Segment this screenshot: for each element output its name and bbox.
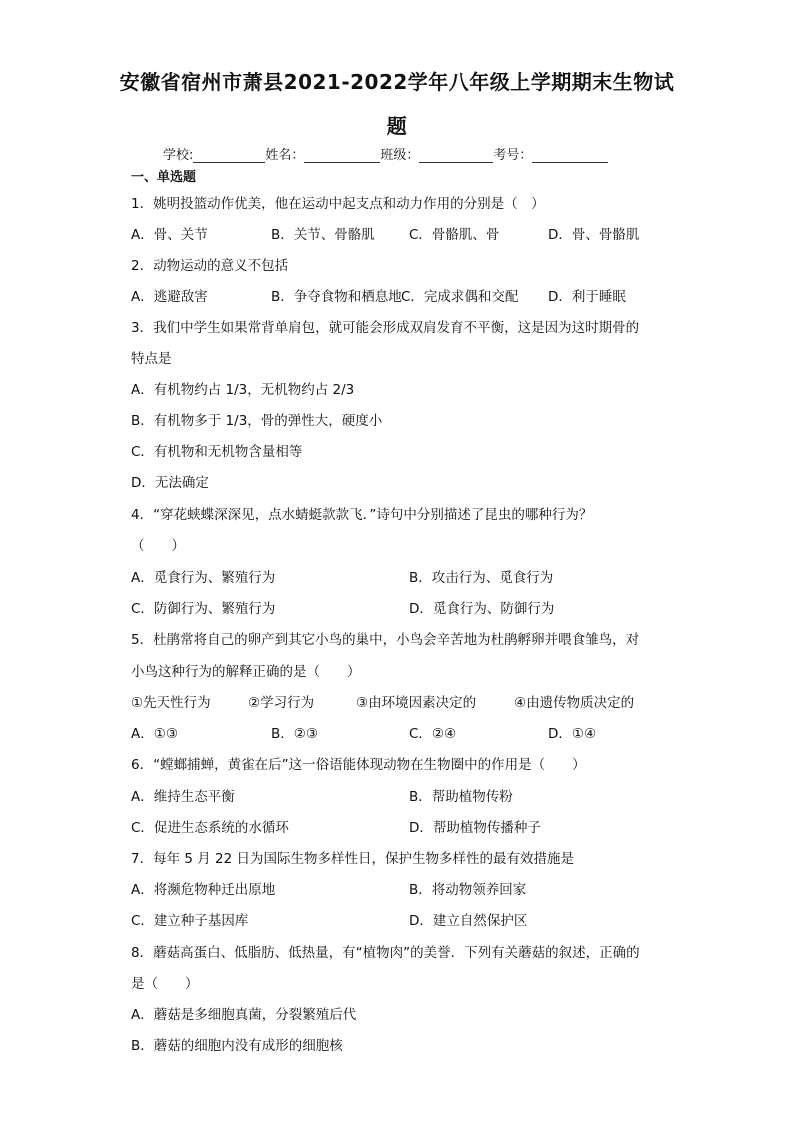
question-3-stem-line1: 3．我们中学生如果常背单肩包，就可能会形成双肩发育不平衡，这是因为这时期骨的 — [131, 320, 640, 336]
class-blank[interactable] — [419, 148, 493, 163]
name-blank[interactable] — [304, 148, 380, 163]
question-4-option-c[interactable]: C．防御行为、繁殖行为 — [131, 601, 276, 617]
question-5-option-a[interactable]: A．①③ — [131, 726, 178, 742]
question-3-option-c[interactable]: C．有机物和无机物含量相等 — [131, 444, 303, 460]
question-7-option-d[interactable]: D．建立自然保护区 — [409, 913, 528, 929]
question-3-stem-line2: 特点是 — [131, 351, 172, 367]
question-5-choice-4: ④由遗传物质决定的 — [514, 695, 635, 711]
question-8-option-a[interactable]: A．蘑菇是多细胞真菌，分裂繁殖后代 — [131, 1007, 357, 1023]
question-7-option-b[interactable]: B．将动物领养回家 — [409, 882, 527, 898]
question-5-stem-line1: 5．杜鹃常将自己的卵产到其它小鸟的巢中，小鸟会辛苦地为杜鹃孵卵并喂食雏鸟，对 — [131, 632, 640, 648]
question-2-option-d[interactable]: D．利于睡眠 — [548, 289, 626, 305]
name-label: 姓名： — [265, 148, 305, 163]
question-4-option-b[interactable]: B．攻击行为、觅食行为 — [409, 570, 554, 586]
question-8-stem-line2: 是（ ） — [131, 976, 199, 992]
question-1-option-a[interactable]: A．骨、关节 — [131, 227, 208, 243]
question-6-option-c[interactable]: C．促进生态系统的水循环 — [131, 820, 289, 836]
question-6-option-b[interactable]: B．帮助植物传粉 — [409, 789, 513, 805]
question-5-stem-line2: 小鸟这种行为的解释正确的是（ ） — [131, 664, 361, 680]
class-label: 班级： — [380, 148, 420, 163]
question-4-stem-line1: 4．“穿花蛱蝶深深见，点水蜻蜓款款飞．”诗句中分别描述了昆虫的哪种行为？ — [131, 507, 593, 523]
question-7-option-a[interactable]: A．将濒危物种迁出原地 — [131, 882, 276, 898]
question-2-option-c[interactable]: C．完成求偶和交配 — [401, 289, 519, 305]
question-3-option-b[interactable]: B．有机物多于 1/3，骨的弹性大，硬度小 — [131, 413, 383, 429]
question-1-option-b[interactable]: B．关节、骨骼肌 — [271, 227, 375, 243]
question-3-option-a[interactable]: A．有机物约占 1/3，无机物约占 2/3 — [131, 382, 355, 398]
question-7-option-c[interactable]: C．建立种子基因库 — [131, 913, 249, 929]
question-2-stem: 2．动物运动的意义不包括 — [131, 258, 289, 274]
question-6-option-d[interactable]: D．帮助植物传播种子 — [409, 820, 541, 836]
question-2-option-a[interactable]: A．逃避敌害 — [131, 289, 208, 305]
question-1-option-d[interactable]: D．骨、骨骼肌 — [548, 227, 640, 243]
question-5-choice-2: ②学习行为 — [248, 695, 315, 711]
exam-title-line2: 题 — [386, 114, 408, 138]
student-info-line — [163, 144, 608, 163]
question-8-option-b[interactable]: B．蘑菇的细胞内没有成形的细胞核 — [131, 1038, 343, 1054]
question-3-option-d[interactable]: D．无法确定 — [131, 475, 209, 491]
school-label: 学校: — [163, 148, 194, 163]
question-4-stem-line2: （ ） — [131, 538, 185, 554]
question-8-stem-line1: 8．蘑菇高蛋白、低脂肪、低热量，有“植物肉”的美誉．下列有关蘑菇的叙述，正确的 — [131, 945, 640, 961]
question-2-option-b[interactable]: B．争夺食物和栖息地 — [271, 289, 402, 305]
question-1-option-c[interactable]: C．骨骼肌、骨 — [409, 227, 500, 243]
question-7-stem: 7．每年 5 月 22 日为国际生物多样性日，保护生物多样性的最有效措施是 — [131, 851, 575, 867]
exam-title-line1: 安徽省宿州市萧县2021-2022学年八年级上学期期末生物试 — [119, 70, 675, 94]
question-6-stem: 6．“螳螂捕蝉，黄雀在后”这一俗语能体现动物在生物圈中的作用是（ ） — [131, 757, 586, 773]
section-heading: 一、单选题 — [131, 170, 197, 185]
question-4-option-d[interactable]: D．觅食行为、防御行为 — [409, 601, 555, 617]
school-blank[interactable] — [193, 148, 265, 163]
question-5-option-d[interactable]: D．①④ — [548, 726, 597, 742]
question-4-option-a[interactable]: A．觅食行为、繁殖行为 — [131, 570, 276, 586]
number-blank[interactable] — [532, 148, 608, 163]
question-5-option-b[interactable]: B．②③ — [271, 726, 318, 742]
number-label: 考号： — [493, 148, 533, 163]
question-5-option-c[interactable]: C．②④ — [409, 726, 457, 742]
question-5-choice-1: ①先天性行为 — [131, 695, 211, 711]
question-5-choice-3: ③由环境因素决定的 — [356, 695, 477, 711]
question-1-stem: 1．姚明投篮动作优美，他在运动中起支点和动力作用的分别是（ ） — [131, 196, 545, 212]
question-6-option-a[interactable]: A．维持生态平衡 — [131, 789, 235, 805]
